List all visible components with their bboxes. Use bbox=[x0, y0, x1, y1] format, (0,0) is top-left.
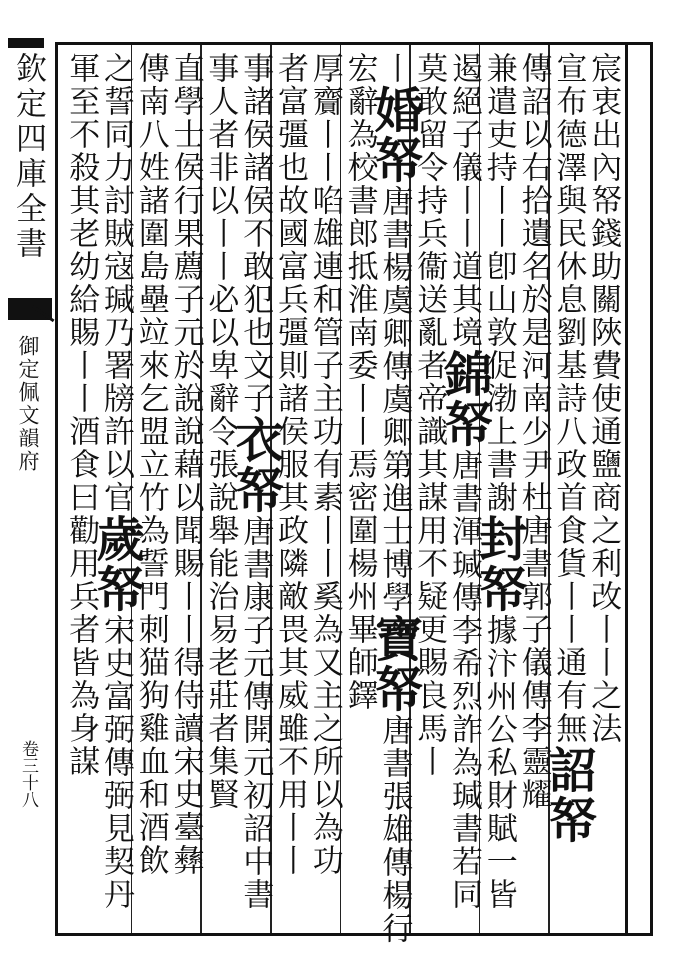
column-text: 傳南八姓諸圍島壘竝來乞盟立竹為誓門刺猫狗雞血和酒飲 bbox=[132, 52, 169, 877]
heading-character: 帑 bbox=[436, 399, 492, 449]
column-text: 唐書渾瑊傳李希烈詐為瑊書若同 bbox=[446, 449, 482, 911]
column-text: 宸衷出內帑錢助關陜費使通鹽商之利改 bbox=[585, 52, 622, 613]
heading-character: 寶 bbox=[366, 614, 423, 664]
column-text: 唐書郭子儀傳李靈耀 bbox=[515, 514, 552, 811]
column-text: 直學士侯行果薦子元於說說藉以聞賜丨丨得侍讀宋史臺彝 bbox=[167, 52, 204, 877]
column-text: 厚齎丨丨啗雄連和管子主功有素丨丨奚為又主之所以為功 bbox=[306, 52, 343, 877]
heading-character: 衣 bbox=[227, 415, 284, 465]
heading-character: 帑 bbox=[88, 564, 144, 614]
column-text: 令張說舉能治易老莊者集賢 bbox=[202, 415, 239, 811]
column-text: 密圍楊州畢師鐸 bbox=[341, 481, 378, 712]
column-text: 兼遣吏持丨丨卽山敦促渤上書謝 bbox=[480, 52, 517, 514]
column-text: 宏辭為校書郎抵淮南委丨丨焉 bbox=[341, 52, 378, 481]
column-text: 唐書楊虞卿傳虞卿第進士博學 bbox=[376, 185, 413, 614]
frame-inner-line bbox=[625, 42, 628, 936]
text-column-16 bbox=[59, 52, 103, 930]
heading-character: 帑 bbox=[366, 664, 423, 714]
column-text: 宣布德澤與民休息劉基詩八政首食貨丨丨通有無 bbox=[550, 52, 587, 745]
margin-page-number: 卷三十八 bbox=[18, 740, 38, 808]
margin-book-title: 御定佩文韻府 bbox=[16, 335, 40, 473]
column-text: 丨丨之法 bbox=[585, 613, 622, 745]
column-text: 事人者非以丨丨必以卑辭 bbox=[202, 52, 239, 415]
column-text: 事諸侯諸侯不敢犯也文子 bbox=[237, 52, 274, 415]
heading-character: 帑 bbox=[540, 795, 597, 845]
heading-character: 封 bbox=[470, 514, 527, 564]
column-text: 唐書張雄傳楊行 bbox=[376, 714, 413, 945]
column-text: 遏絕子儀丨丨道其境 bbox=[446, 52, 482, 349]
heading-character: 帑 bbox=[470, 564, 527, 614]
heading-character: 詔 bbox=[540, 745, 597, 795]
heading-character: 婚 bbox=[366, 85, 423, 135]
column-text: 軍至不殺其老幼給賜丨丨酒食 bbox=[63, 52, 100, 481]
column-text: 曰勸用兵者皆為身謀 bbox=[63, 481, 100, 778]
column-text: 丨 bbox=[376, 52, 413, 85]
column-text: 唐書康子元傳開元初詔中書 bbox=[237, 515, 274, 911]
heading-character: 歲 bbox=[88, 514, 144, 564]
margin-title: 欽定四庫全書 bbox=[10, 52, 46, 262]
column-text: 傳詔以右拾遺名於是河南少尹杜 bbox=[515, 52, 552, 514]
column-text: 據汴州公私財賦一皆 bbox=[480, 614, 517, 911]
column-text: 者富彊也故國富兵彊則諸侯服其政隣敵畏其威雖不用丨丨 bbox=[272, 52, 308, 877]
column-text: 亂者帝識其謀用不疑更賜良馬丨 bbox=[411, 316, 448, 778]
heading-character: 帑 bbox=[366, 135, 423, 185]
column-text: 之誓同力討賊寇瑊乃署牓許以官 bbox=[98, 52, 134, 514]
heading-character: 帑 bbox=[227, 465, 284, 515]
column-text: 莫敢留令持兵衞送 bbox=[411, 52, 448, 316]
heading-character: 錦 bbox=[436, 349, 492, 399]
margin-mark-top bbox=[8, 38, 44, 48]
column-text: 宋史富弼傳弼見契丹 bbox=[98, 614, 134, 911]
